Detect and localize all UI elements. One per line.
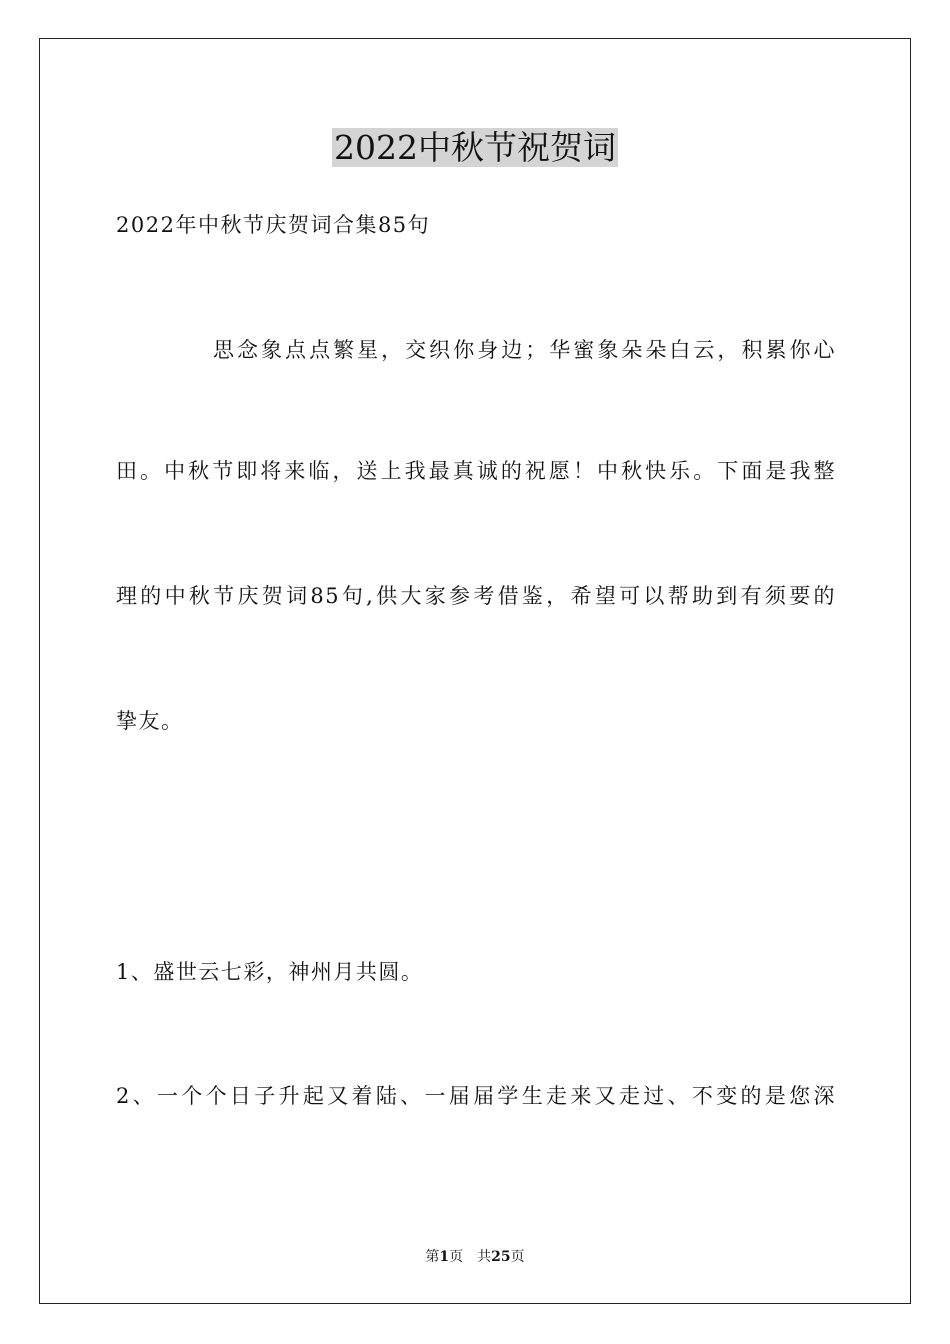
page-prefix: 第: [425, 1249, 440, 1265]
list-item-1: 1、盛世云七彩，神州月共圆。: [116, 960, 424, 984]
page-footer: [0, 1248, 950, 1266]
page-suffix: 页: [449, 1249, 464, 1265]
intro-line-3: 理的中秋节庆贺词85句,供大家参考借鉴，希望可以帮助到有须要的: [116, 584, 836, 608]
intro-line-4: 挚友。: [116, 709, 184, 733]
document-title-text: 2022中秋节祝贺词: [334, 128, 616, 167]
document-subtitle: 2022年中秋节庆贺词合集85句: [116, 213, 431, 237]
intro-line-1: 思念象点点繁星，交织你身边；华蜜象朵朵白云，积累你心: [213, 338, 836, 362]
total-pages: 25: [491, 1249, 511, 1265]
page-number: 1: [439, 1249, 450, 1265]
document-title: [0, 126, 950, 170]
total-suffix: 页: [510, 1249, 525, 1265]
intro-line-2: 田。中秋节即将来临，送上我最真诚的祝愿！中秋快乐。下面是我整: [116, 459, 836, 483]
list-item-2: 2、一个个日子升起又着陆、一届届学生走来又走过、不变的是您深: [116, 1084, 836, 1108]
total-prefix: 共: [477, 1249, 492, 1265]
